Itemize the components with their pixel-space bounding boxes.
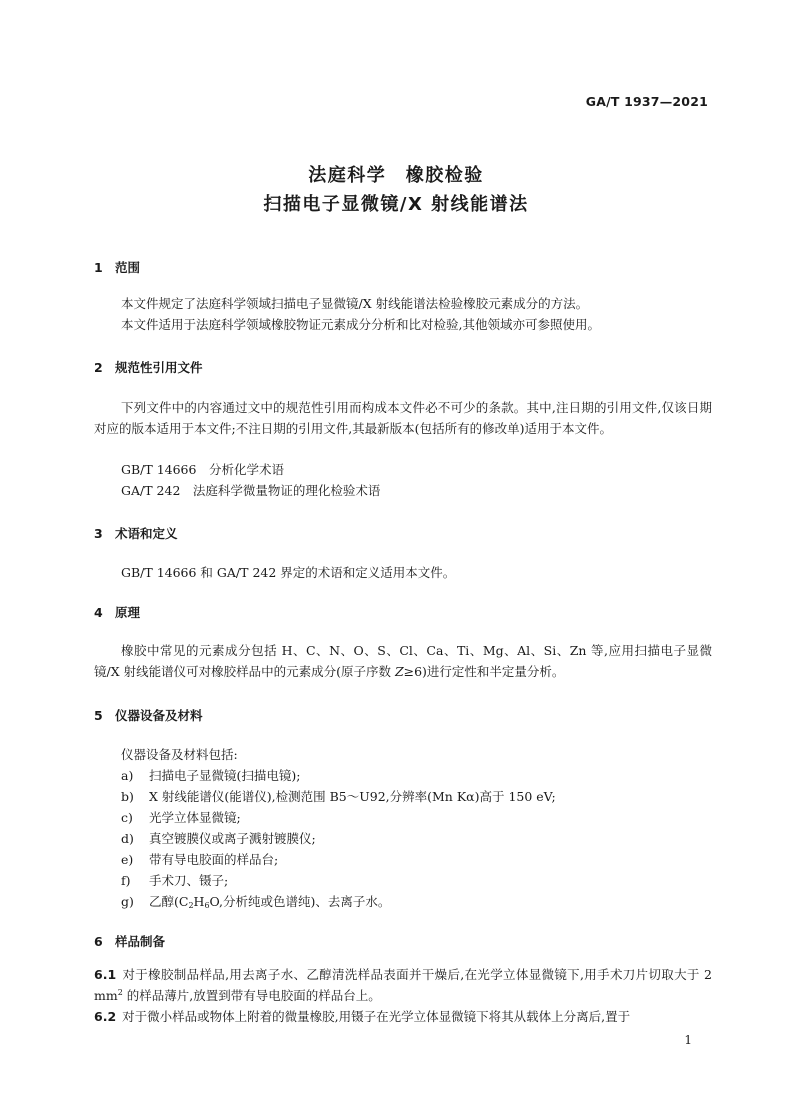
section-title: 规范性引用文件 [115,360,203,375]
formula-part: H [193,894,205,909]
section-1-heading [94,258,140,276]
section-1-paragraph-2: 本文件适用于法庭科学领域橡胶物证元素成分分析和比对检验,其他领域亦可参照使用。 [121,317,600,332]
formula-subscript: 6 [204,901,210,910]
section-title: 原理 [115,605,141,620]
section-number: 5 [94,708,103,723]
formula-part: O,分析纯或色谱纯)、去离子水。 [209,894,391,909]
section-title: 术语和定义 [115,526,178,541]
list-item [121,787,556,805]
list-item-text [149,894,390,909]
list-item-label: b) [121,789,134,804]
section-title: 范围 [115,260,141,275]
list-item-text: 扫描电子显微镜(扫描电镜); [149,768,301,783]
section-number: 6 [94,934,103,949]
list-item [121,850,278,868]
list-item [121,892,390,910]
normative-reference-1: GB/T 14666 分析化学术语 [121,462,284,477]
clause-text: 的样品薄片,放置到带有导电胶面的样品台上。 [122,988,381,1003]
list-item-text: X 射线能谱仪(能谱仪),检测范围 B5～U92,分辨率(Mn Kα)高于 150 eV; [149,789,556,804]
unit-superscript: 2 [117,988,123,997]
clause-text: 对于橡胶制品样品,用去离子水、乙醇清洗样品表面并干燥后,在光学立体显微镜下,用手术刀片切取大于 2 mm [94,967,712,1003]
section-title: 仪器设备及材料 [115,708,203,723]
list-item-text: 带有导电胶面的样品台; [149,852,279,867]
clause-6-2 [94,1006,712,1027]
list-item-label: f) [121,873,131,888]
document-title-line-1: 法庭科学 橡胶检验 [308,165,484,186]
standard-number: GA/T 1937—2021 [585,94,708,109]
atomic-number-symbol: Z [394,664,404,679]
list-item-label: c) [121,810,133,825]
list-item [121,829,316,847]
section-3-paragraph-1: GB/T 14666 和 GA/T 242 界定的术语和定义适用本文件。 [121,565,456,580]
document-title-line-2: 扫描电子显微镜/X 射线能谱法 [263,194,529,215]
list-item-text: 真空镀膜仪或离子溅射镀膜仪; [149,831,316,846]
page-number: 1 [684,1033,692,1047]
section-number: 4 [94,605,103,620]
list-item-text: 手术刀、镊子; [149,873,229,888]
clause-6-1 [94,964,712,1006]
formula-subscript: 2 [188,901,194,910]
normative-reference-2: GA/T 242 法庭科学微量物证的理化检验术语 [121,483,381,498]
section-6-heading [94,932,165,950]
section-number: 2 [94,360,103,375]
principle-text-end: ≥6)进行定性和半定量分析。 [403,664,565,679]
section-number: 1 [94,260,103,275]
section-4-heading [94,603,140,621]
section-1-paragraph-1: 本文件规定了法庭科学领域扫描电子显微镜/X 射线能谱法检验橡胶元素成分的方法。 [121,296,589,311]
list-item-label: a) [121,768,134,783]
principle-text-start: 橡胶中常见的元素成分包括 H、C、N、O、S、Cl、Ca、Ti、Mg、Al、Si、Zn 等,应用扫描电子显微镜/X 射线能谱仪可对橡胶样品中的元素成分(原子序数 [94,643,712,679]
section-5-heading [94,706,203,724]
clause-text: 对于微小样品或物体上附着的微量橡胶,用镊子在光学立体显微镜下将其从载体上分离后,置于 [122,1009,631,1024]
section-2-paragraph-1: 下列文件中的内容通过文中的规范性引用而构成本文件必不可少的条款。其中,注日期的引用文件,仅该日期对应的版本适用于本文件;不注日期的引用文件,其最新版本(包括所有的修改单)适用于本文件。 [94,400,712,436]
list-item-text: 光学立体显微镜; [149,810,241,825]
formula-part: 乙醇(C [149,894,189,909]
section-3-heading [94,524,178,542]
list-item-label: d) [121,831,134,846]
section-4-paragraph-1 [94,640,712,682]
list-item [121,871,228,889]
list-item [121,808,241,826]
section-number: 3 [94,526,103,541]
section-2-heading [94,358,203,376]
list-item-label: e) [121,852,134,867]
clause-number: 6.1 [94,967,117,982]
section-title: 样品制备 [115,934,166,949]
clause-number: 6.2 [94,1009,117,1024]
equipment-intro: 仪器设备及材料包括: [121,747,238,762]
list-item [121,766,300,784]
list-item-label: g) [121,894,134,909]
